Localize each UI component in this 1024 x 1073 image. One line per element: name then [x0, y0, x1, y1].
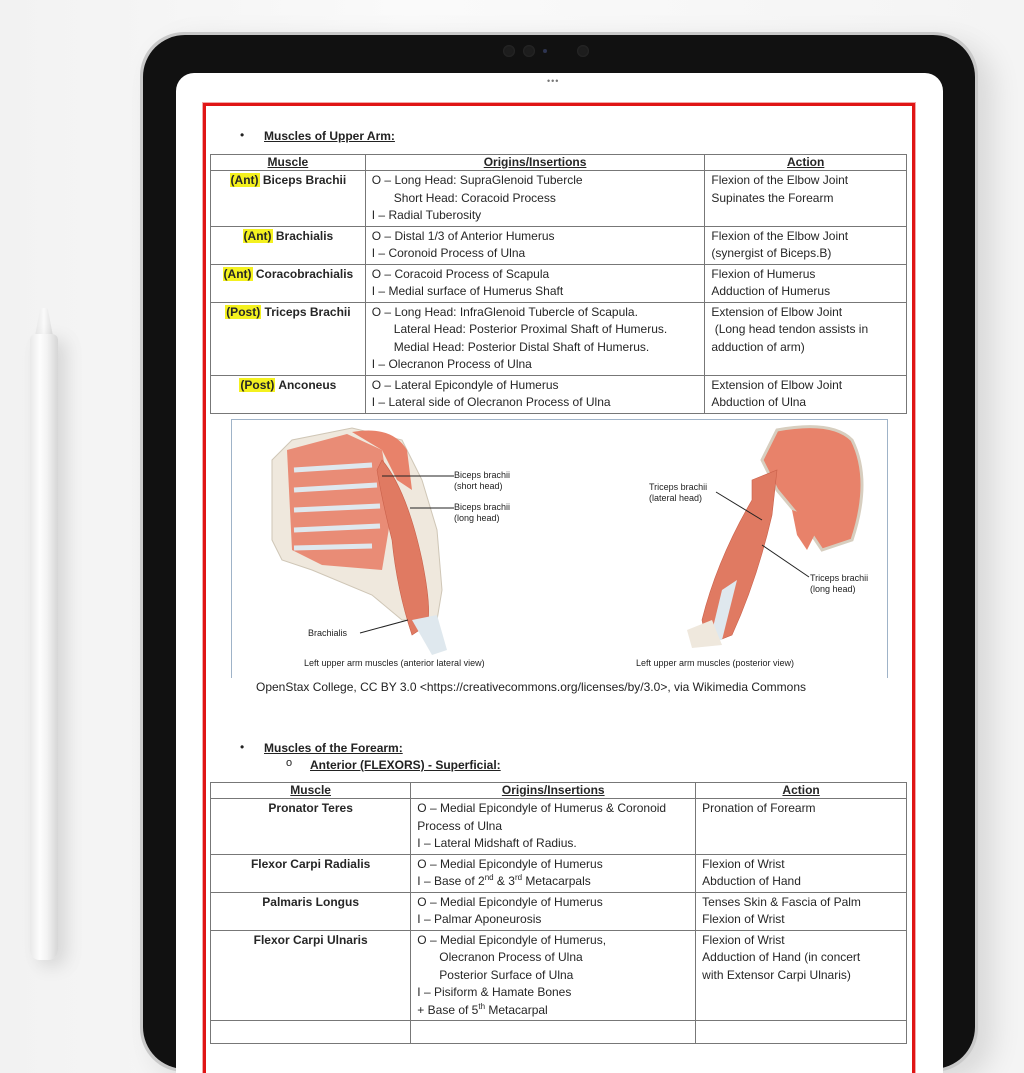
table-row: [211, 375, 907, 413]
action-cell: [696, 799, 907, 855]
column-header-action: Action: [705, 155, 907, 171]
action-cell: [705, 171, 907, 227]
action-cell: [705, 302, 907, 375]
action-cell: [696, 930, 907, 1021]
bullet-icon: •: [240, 128, 245, 142]
muscle-cell: [211, 171, 366, 227]
bullet-icon: •: [240, 740, 245, 754]
muscle-name: Flexor Carpi Radialis: [211, 854, 411, 892]
origins-cell: [411, 930, 696, 1021]
action-line: Adduction of Hand (in concert: [702, 950, 861, 964]
camera-indicator-icon: [543, 49, 547, 53]
arm-muscles-illustration: [232, 420, 887, 678]
insertion-line: + Base of 5th Metacarpal: [417, 1001, 548, 1017]
origin-line: O – Medial Epicondyle of Humerus: [417, 856, 603, 871]
insertion-line: I – Coronoid Process of Ulna: [371, 246, 526, 260]
origin-line: Medial Head: Posterior Distal Shaft of Humerus.: [393, 339, 650, 354]
insertion-line: I – Radial Tuberosity: [371, 208, 482, 222]
action-cell: [705, 226, 907, 264]
insertion-line: I – Pisiform & Hamate Bones: [417, 985, 572, 999]
action-line: Extension of Elbow Joint: [711, 304, 843, 319]
caption-posterior-view: Left upper arm muscles (posterior view): [636, 658, 795, 668]
action-cell: [696, 854, 907, 892]
muscle-cell: [211, 302, 366, 375]
table-row: [211, 302, 907, 375]
posterior-view-illustration: [687, 427, 862, 648]
origins-cell: [365, 226, 705, 264]
upper-arm-table: [210, 154, 907, 414]
action-line: with Extensor Carpi Ulnaris): [702, 967, 851, 982]
insertion-line: I – Lateral side of Olecranon Process of Ulna: [371, 395, 611, 409]
camera-array: [503, 44, 589, 58]
table-row: [211, 854, 907, 892]
muscle-name: Brachialis: [275, 228, 334, 243]
muscle-cell: [211, 264, 366, 302]
region-tag-highlight: (Post): [240, 377, 275, 392]
origin-line: Posterior Surface of Ulna: [439, 967, 574, 982]
muscle-name: Palmaris Longus: [211, 892, 411, 930]
action-line: Abduction of Hand: [702, 874, 801, 888]
column-header-origins: Origins/Insertions: [365, 155, 705, 171]
table-header-row: [211, 783, 907, 799]
origin-line: Lateral Head: Posterior Proximal Shaft of Humerus.: [393, 322, 668, 336]
origin-line: Olecranon Process of Ulna: [439, 950, 583, 964]
label-triceps-long-head: Triceps brachii (long head): [810, 573, 869, 594]
muscle-name: Triceps Brachii: [264, 304, 351, 319]
label-brachialis: Brachialis: [308, 628, 348, 638]
origins-cell: [365, 264, 705, 302]
muscle-name: Biceps Brachii: [262, 173, 347, 187]
tablet-bezel: [143, 35, 975, 1069]
action-line: Flexion of Wrist: [702, 912, 785, 926]
region-tag-highlight: (Ant): [223, 266, 252, 281]
origins-cell: [411, 799, 696, 855]
origins-cell: [365, 171, 705, 227]
section-heading-upper-arm: Muscles of Upper Arm:: [264, 129, 395, 143]
action-cell: [705, 375, 907, 413]
sensor-icon: [523, 45, 535, 57]
action-line: (Long head tendon assists in: [711, 322, 869, 336]
muscle-cell: [211, 375, 366, 413]
action-line: Tenses Skin & Fascia of Palm: [702, 894, 861, 909]
column-header-muscle: Muscle: [211, 155, 366, 171]
muscle-name: Flexor Carpi Ulnaris: [211, 930, 411, 1021]
origin-line: O – Medial Epicondyle of Humerus: [417, 894, 603, 909]
action-line: Flexion of Wrist: [702, 856, 785, 871]
table-row: [211, 171, 907, 227]
stylus-pencil: [30, 308, 62, 960]
muscle-name: Coracobrachialis: [255, 266, 354, 281]
insertion-line: I – Medial surface of Humerus Shaft: [371, 284, 564, 298]
origins-cell: [411, 854, 696, 892]
action-line: Pronation of Forearm: [702, 801, 816, 815]
action-cell: [696, 892, 907, 930]
region-tag-highlight: (Ant): [243, 228, 272, 243]
action-line: Supinates the Forearm: [711, 190, 834, 205]
insertion-line: I – Lateral Midshaft of Radius.: [417, 836, 577, 850]
section-heading-forearm: Muscles of the Forearm:: [264, 741, 403, 755]
action-cell: [705, 264, 907, 302]
table-row: [211, 799, 907, 855]
table-header-row: [211, 155, 907, 171]
document-page: [203, 103, 915, 1073]
origin-line: Process of Ulna: [417, 818, 502, 833]
table-row: [211, 226, 907, 264]
pencil-tip: [35, 308, 53, 336]
multitasking-dots-icon[interactable]: •••: [547, 76, 560, 86]
action-line: Extension of Elbow Joint: [711, 377, 843, 392]
label-biceps-short-head: Biceps brachii (short head): [454, 470, 511, 491]
origin-line: O – Medial Epicondyle of Humerus,: [417, 932, 607, 947]
table-row: [211, 264, 907, 302]
action-line: Flexion of Wrist: [702, 932, 785, 947]
origin-line: O – Distal 1/3 of Anterior Humerus: [371, 228, 555, 243]
action-line: (synergist of Biceps.B): [711, 246, 832, 260]
muscle-name: Pronator Teres: [211, 799, 411, 855]
insertion-line: I – Olecranon Process of Ulna: [371, 357, 532, 371]
tablet-device: [140, 32, 978, 1072]
column-header-action: Action: [696, 783, 907, 799]
table-row: [211, 892, 907, 930]
sensor-icon: [577, 45, 589, 57]
forearm-flexors-table: [210, 782, 907, 1044]
insertion-line: I – Base of 2nd & 3rd Metacarpals: [417, 873, 591, 888]
muscle-name: Anconeus: [278, 377, 337, 392]
action-line: Flexion of the Elbow Joint: [711, 228, 849, 243]
column-header-origins: Origins/Insertions: [411, 783, 696, 799]
subsection-heading-flexors: Anterior (FLEXORS) - Superficial:: [310, 758, 501, 772]
origin-line: O – Long Head: SupraGlenoid Tubercle: [371, 173, 583, 187]
anatomy-figure: [231, 419, 888, 678]
region-tag-highlight: (Ant): [230, 173, 259, 187]
pencil-body: [30, 334, 58, 960]
camera-icon: [503, 45, 515, 57]
caption-anterior-view: Left upper arm muscles (anterior lateral view): [304, 658, 485, 668]
origin-line: O – Long Head: InfraGlenoid Tubercle of Scapula.: [371, 304, 638, 319]
column-header-muscle: Muscle: [211, 783, 411, 799]
origins-cell: [365, 302, 705, 375]
label-biceps-long-head: Biceps brachii (long head): [454, 502, 511, 523]
origin-line: O – Coracoid Process of Scapula: [371, 266, 550, 281]
action-line: Abduction of Ulna: [711, 395, 807, 409]
tablet-screen: [176, 73, 943, 1073]
origins-cell: [365, 375, 705, 413]
origin-line: Short Head: Coracoid Process: [393, 190, 556, 205]
origins-cell: [411, 892, 696, 930]
label-triceps-lateral-head: Triceps brachii (lateral head): [649, 482, 708, 503]
anterior-view-illustration: [272, 428, 447, 655]
action-line: Flexion of the Elbow Joint: [711, 173, 849, 187]
action-line: adduction of arm): [711, 339, 805, 354]
image-credit: OpenStax College, CC BY 3.0 <https://creativecommons.org/licenses/by/3.0>, via Wikimedia Commons: [256, 680, 807, 694]
sub-bullet-icon: o: [286, 757, 293, 769]
action-line: Adduction of Humerus: [711, 284, 831, 298]
region-tag-highlight: (Post): [226, 304, 261, 319]
insertion-line: I – Palmar Aponeurosis: [417, 912, 542, 926]
origin-line: O – Medial Epicondyle of Humerus & Coronoid: [417, 801, 667, 815]
origin-line: O – Lateral Epicondyle of Humerus: [371, 377, 559, 392]
table-row: [211, 930, 907, 1021]
muscle-cell: [211, 226, 366, 264]
action-line: Flexion of Humerus: [711, 266, 816, 281]
